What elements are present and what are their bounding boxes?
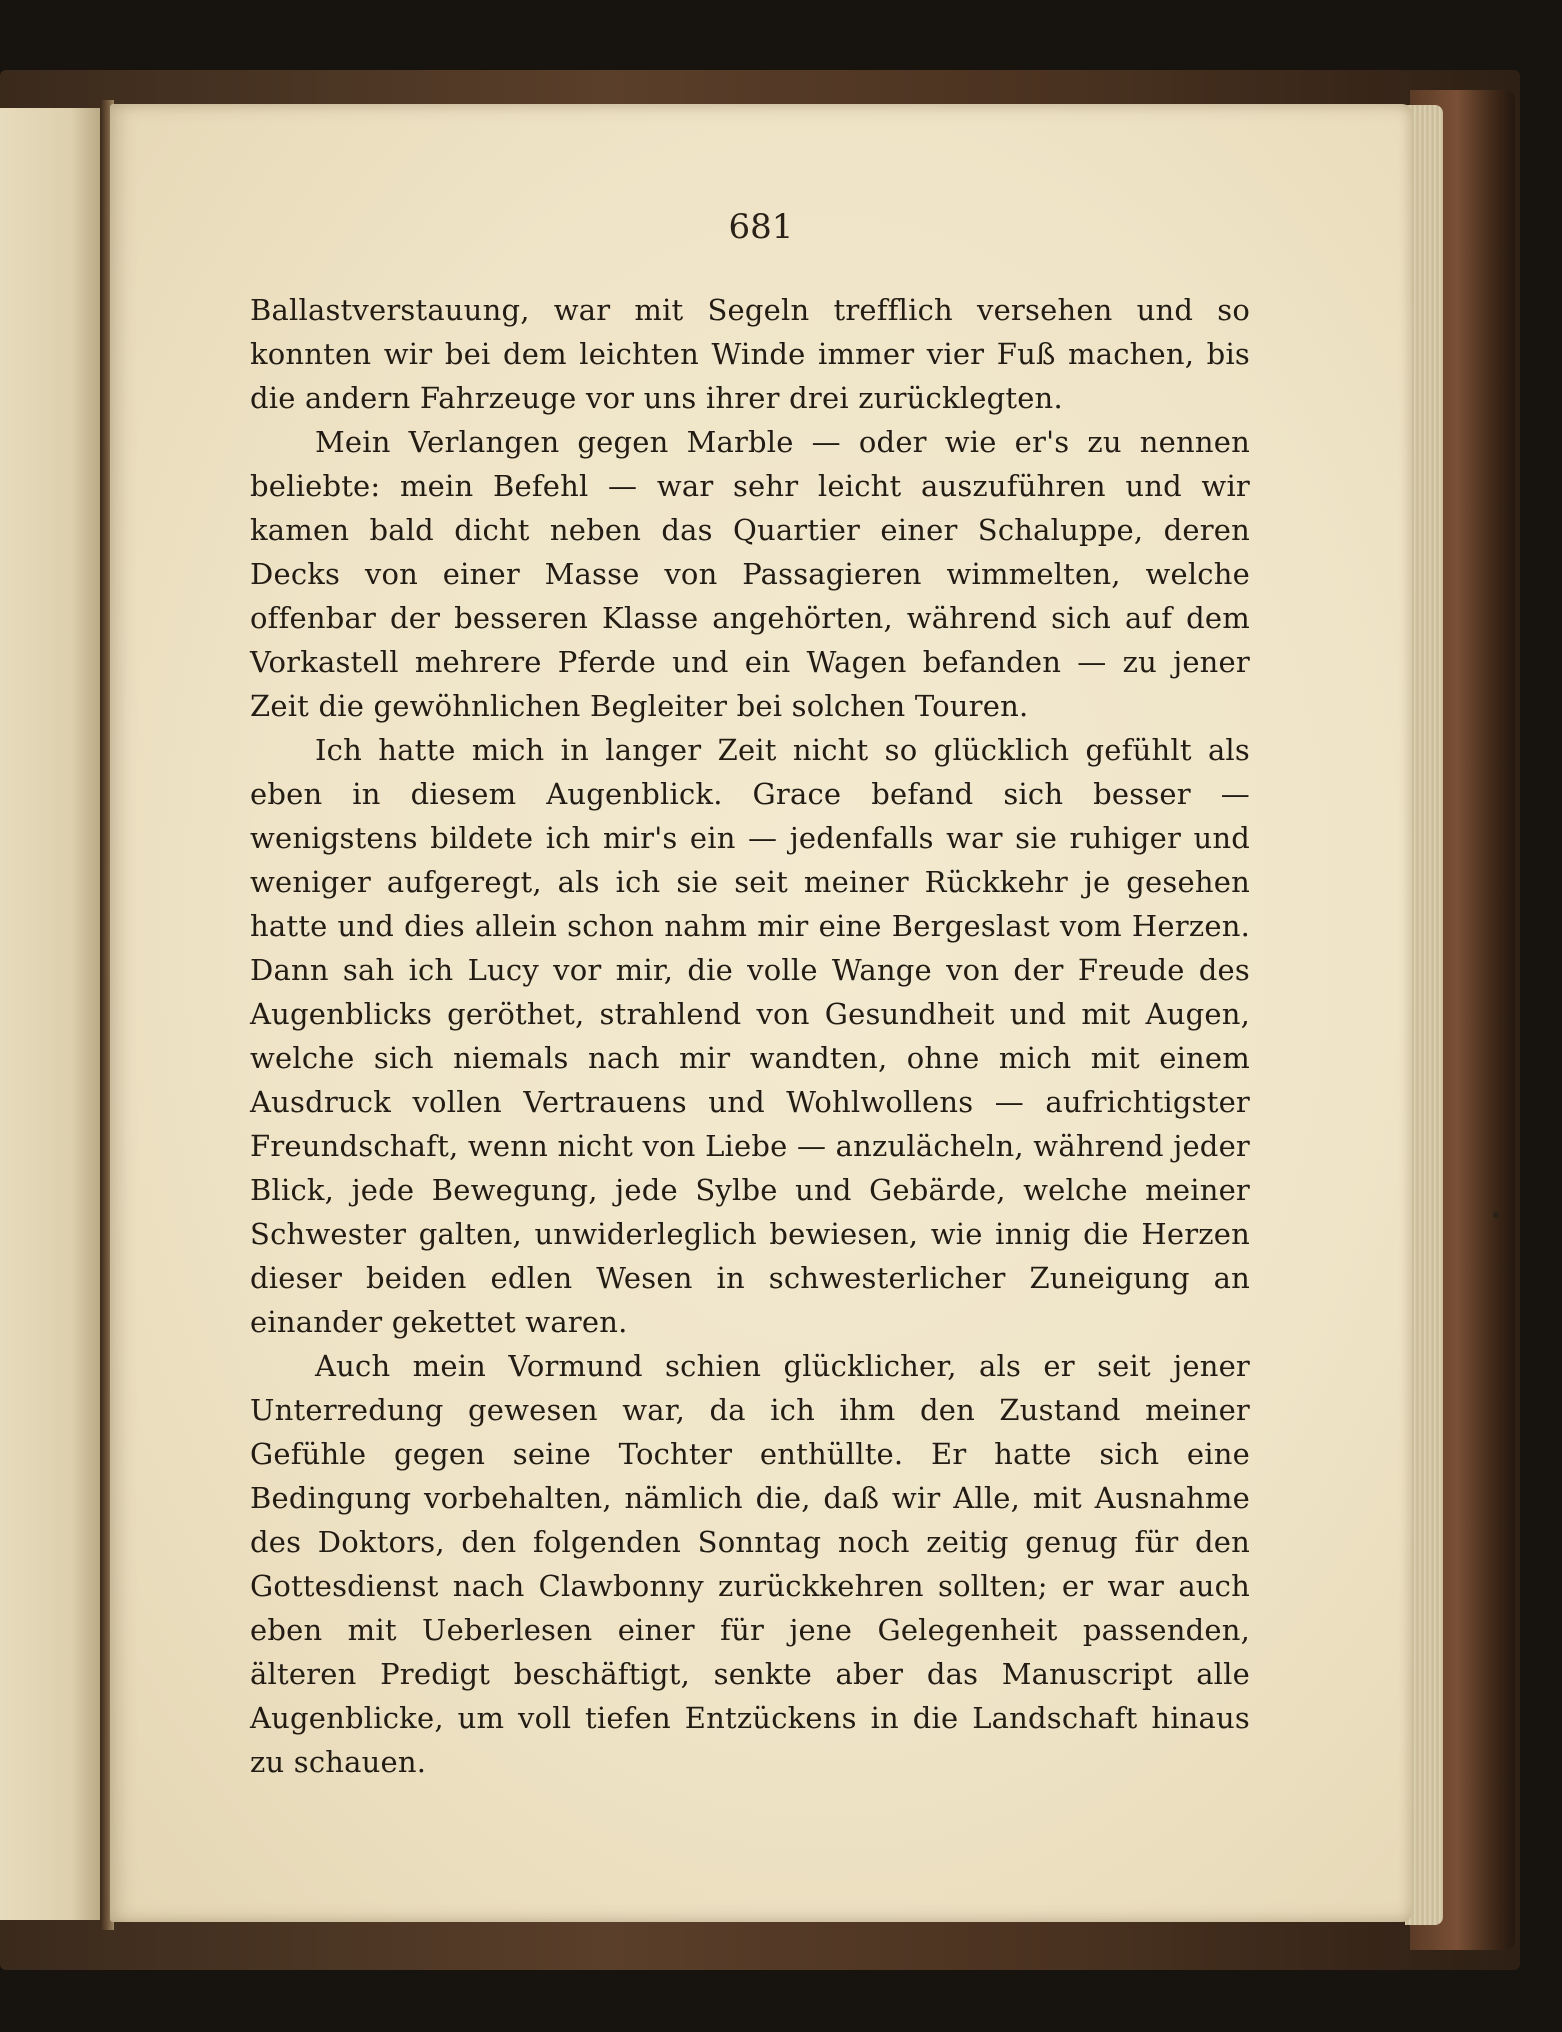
ink-spot: [1493, 1212, 1499, 1218]
paragraph-2: Mein Verlangen gegen Marble — oder wie er's zu nennen beliebte: mein Befehl — war sehr leicht auszuführen und wir kamen bald dicht neben das Quartier einer Schaluppe, deren Decks von einer Masse von Passagieren wimmelten, welche offenbar der besseren Klasse angehörten, während sich auf dem Vorkastell mehrere Pferde und ein Wagen befanden — zu jener Zeit die gewöhnlichen Begleiter bei solchen Touren.: [250, 425, 1250, 723]
left-page-edge: [0, 108, 102, 1920]
page-number: 681: [728, 207, 794, 247]
paragraph-1: Ballastverstauung, war mit Segeln trefflich versehen und so konnten wir bei dem leichten Winde immer vier Fuß machen, bis die andern Fahrzeuge vor uns ihrer drei zurücklegten.: [250, 293, 1250, 415]
page-body: [250, 288, 1250, 1784]
paragraph-4: Auch mein Vormund schien glücklicher, als er seit jener Unterredung gewesen war, da ich ihm den Zustand meiner Gefühle gegen seine Tochter enthüllte. Er hatte sich eine Bedingung vorbehalten, nämlich die, daß wir Alle, mit Ausnahme des Doktors, den folgenden Sonntag noch zeitig genug für den Gottesdienst nach Clawbonny zurückkehren sollten; er war auch eben mit Ueberlesen einer für jene Gelegenheit passenden, älteren Predigt beschäftigt, senkte aber das Manuscript alle Augenblicke, um voll tiefen Entzückens in die Landschaft hinaus zu schauen.: [250, 1349, 1250, 1779]
paragraph-3: Ich hatte mich in langer Zeit nicht so glücklich gefühlt als eben in diesem Augenblick. Grace befand sich besser — wenigstens bildete ich mir's ein — jedenfalls war sie ruhiger und weniger aufgeregt, als ich sie seit meiner Rückkehr je gesehen hatte und dies allein schon nahm mir eine Bergeslast vom Herzen. Dann sah ich Lucy vor mir, die volle Wange von der Freude des Augenblicks geröthet, strahlend von Gesundheit und mit Augen, welche sich niemals nach mir wandten, ohne mich mit einem Ausdruck vollen Vertrauens und Wohlwollens — aufrichtigster Freundschaft, wenn nicht von Liebe — anzulächeln, während jeder Blick, jede Bewegung, jede Sylbe und Gebärde, welche meiner Schwester galten, unwiderleglich bewiesen, wie innig die Herzen dieser beiden edlen Wesen in schwesterlicher Zuneigung an einander gekettet waren.: [250, 733, 1250, 1339]
book-page: [110, 104, 1412, 1922]
